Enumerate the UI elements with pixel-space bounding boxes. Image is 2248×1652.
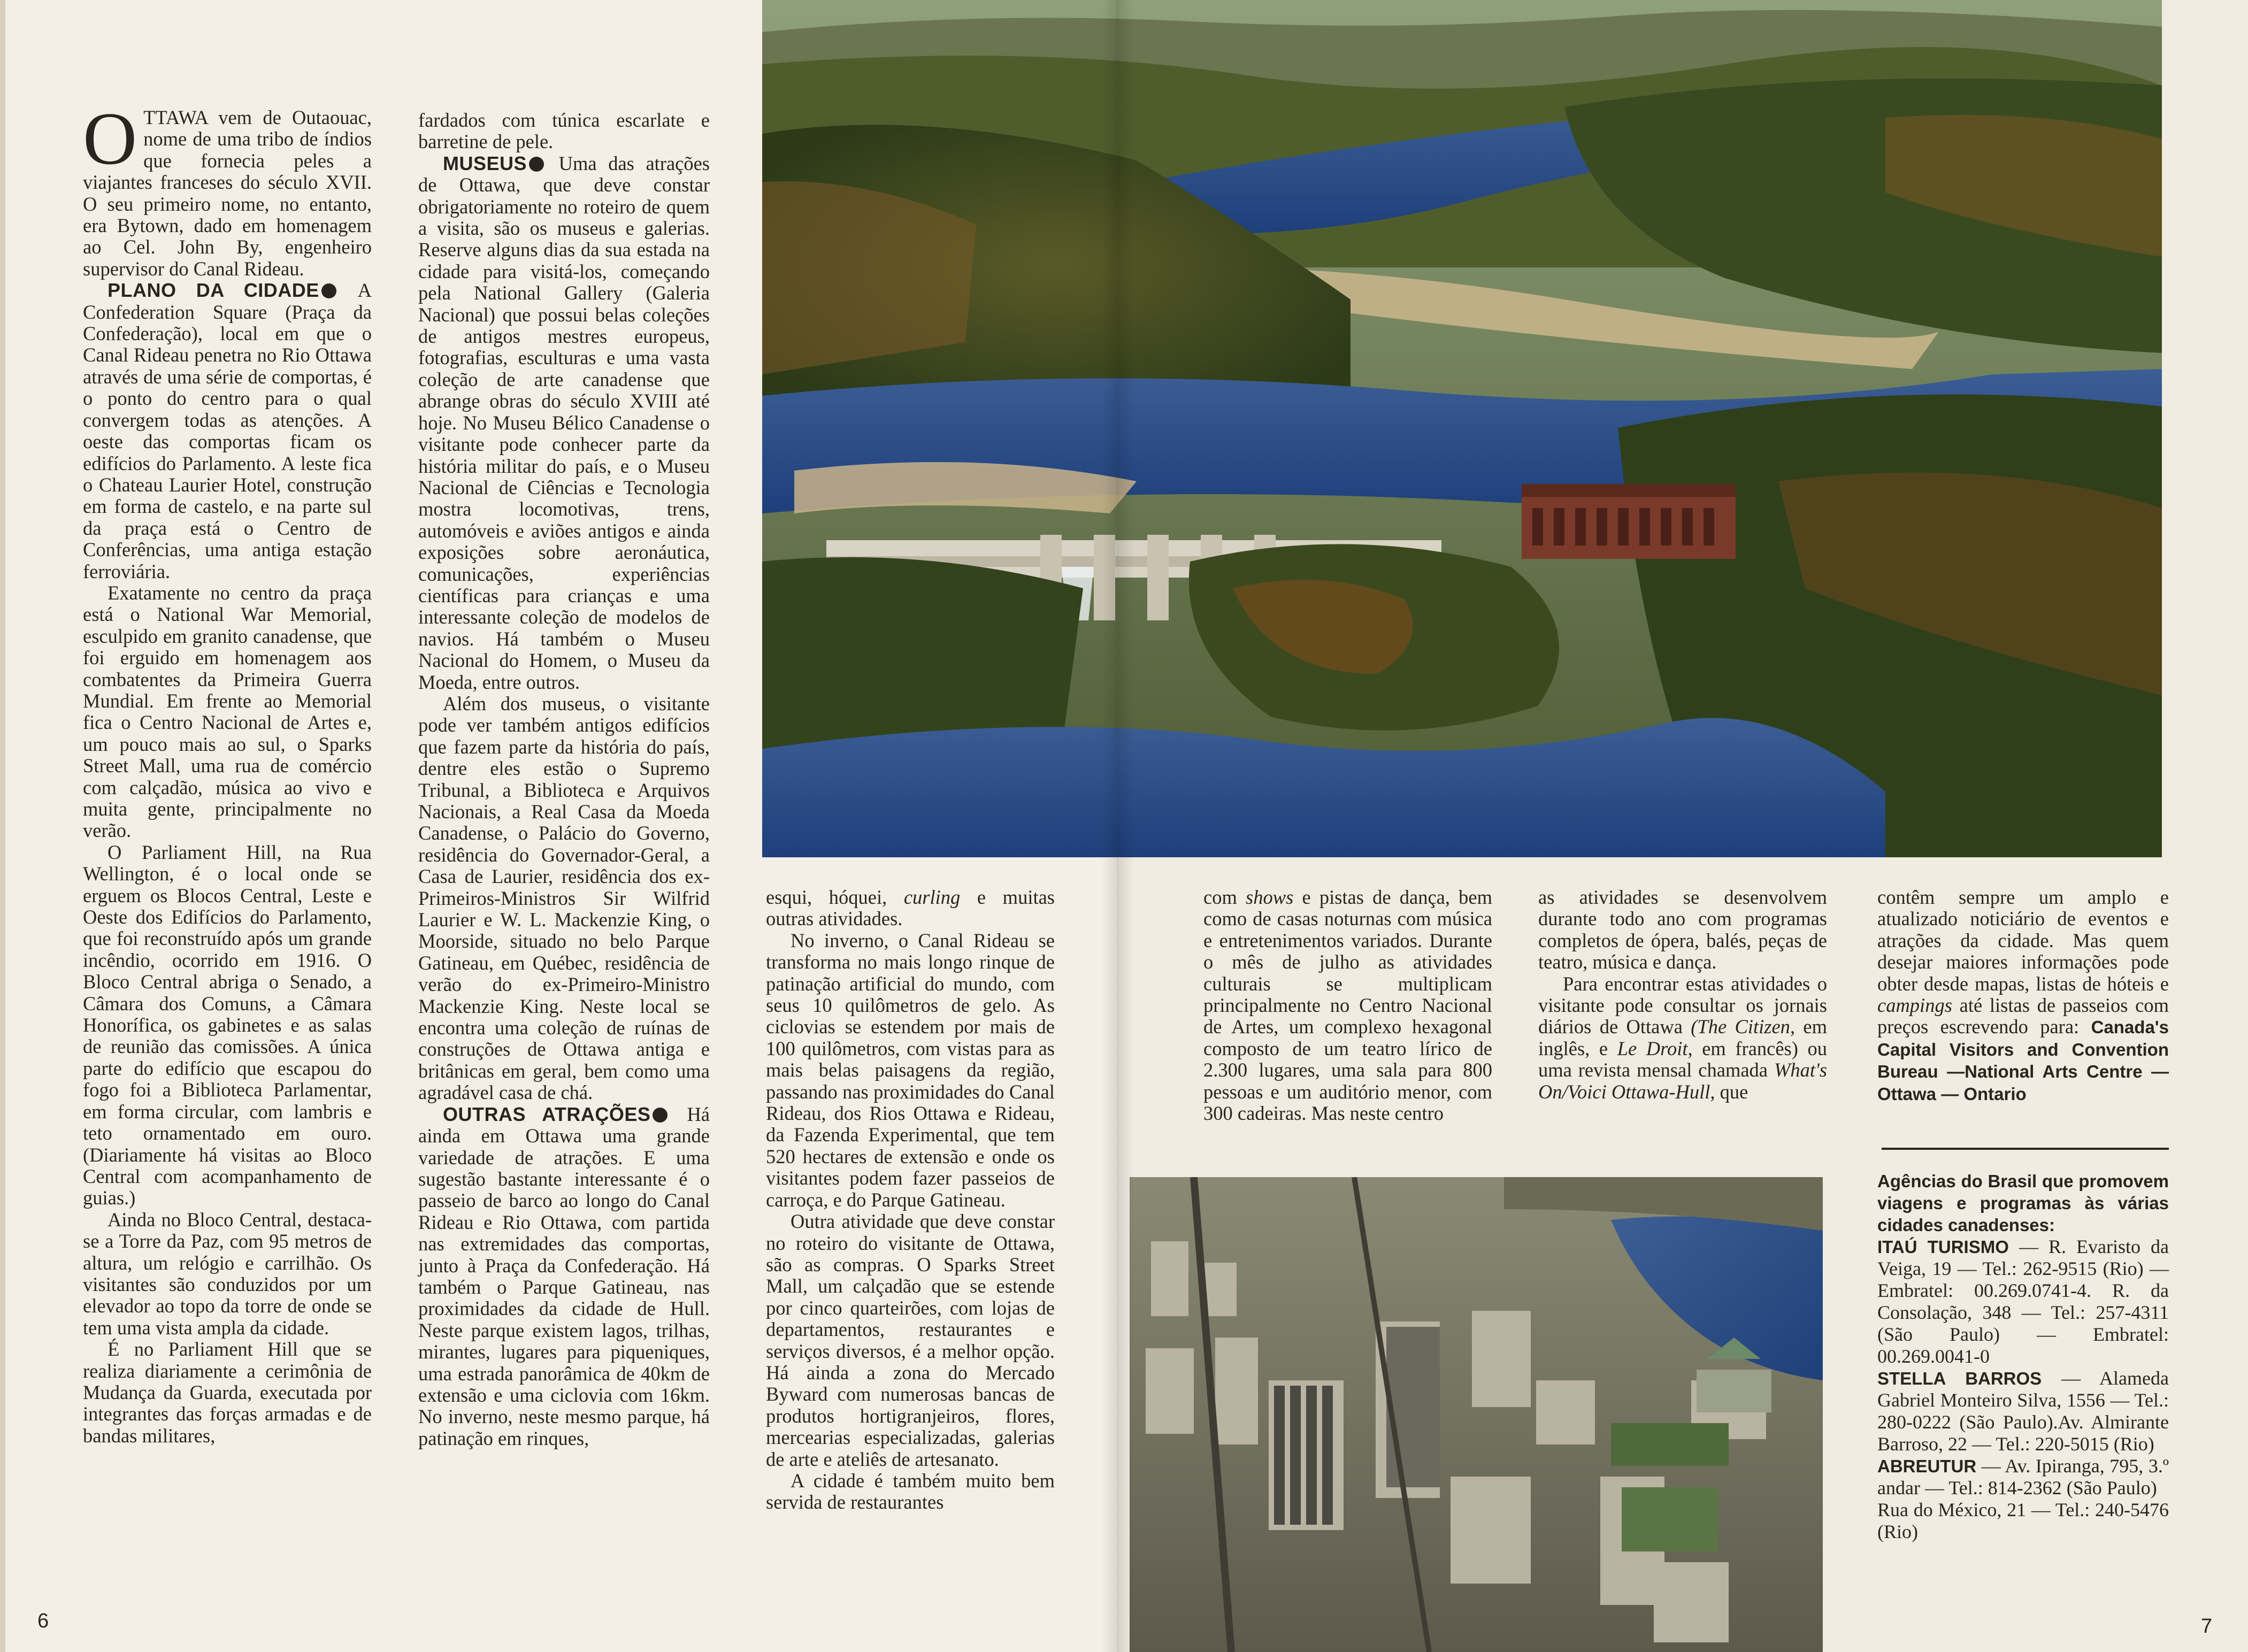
- text-span: e pistas de dança, bem como de casas noturnas com música e entretenimentos variados. Durante o mês de julho as atividades culturais se multiplicam principalmente no Centro Nacional de Artes, um complexo hexagonal composto de um teatro lírico de 2.300 lugares, uma sala para 800 pessoas e um auditório menor, com 300 cadeiras. Mas neste centro: [1203, 886, 1492, 1125]
- paragraph-guarda: É no Parliament Hill que se realiza diariamente a cerimônia de Mudança da Guarda, executada por integrantes das forças armadas e de bandas militares,: [83, 1338, 372, 1447]
- text-span: , em inglês, e: [1538, 1016, 1828, 1059]
- text-span: até listas de passeios com preços escrevendo para:: [1877, 994, 2169, 1038]
- section-heading-outras: OUTRAS ATRAÇÕES: [443, 1103, 651, 1125]
- bullet-icon: [321, 283, 336, 298]
- paragraph-museus: Uma das atrações de Ottawa, que deve constar obrigatoriamente no roteiro de quem a visita, são os museus e galerias. Reserve alguns dias da sua estada na cidade para visitá-los, começando pela National Gallery (Galeria Nacional) que possui belas coleções de antigos mestres europeus, fotografias, esculturas e uma vasta coleção de arte canadense que abrange obras do século XVIII até hoje. No Museu Bélico Canadense o visitante pode conhecer parte da história militar do país, e o Museu Nacional de Ciências e Tecnologia mostra locomotivas, trens, automóveis e aviões antigos e ainda exposições sobre aeronáutica, comunicações, experiências científicas para crianças e uma interessante coleção de modelos de navios. Há também o Museu Nacional do Homem, o Museu da Moeda, entre outros.: [418, 152, 710, 693]
- divider-rule: [1882, 1148, 2169, 1150]
- column-4: [1203, 887, 1492, 1124]
- paragraph-compras: Outra atividade que deve constar no roteiro do visitante de Ottawa, são as compras. O Sparks Street Mall, um calçadão que se estende por cinco quarteirões, com lojas de departamentos, restaurantes e serviços diversos, é a melhor opção. Há ainda a zona do Mercado Byward com numerosas bancas de produtos hortigranjeiros, flores, mercearias especializadas, galerias de arte e ateliês de artesanato.: [766, 1210, 1055, 1470]
- italic-span: (The Citizen: [1691, 1016, 1790, 1038]
- section-heading-plano: PLANO DA CIDADE: [108, 279, 319, 302]
- paragraph-edificios: Além dos museus, o visitante pode ver também antigos edifícios que fazem parte da história do país, dentre eles estão o Supremo Tribunal, a Biblioteca e Arquivos Nacionais, a Real Casa da Moeda Canadense, o Palácio do Governo, residência do Governador-Geral, a Casa de Laurier, residência dos ex-Primeiros-Ministros Sir Wilfrid Laurier e W. L. Mackenzie King, o Moorside, situado no belo Parque Gatineau, em Québec, residência de verão do ex-Primeiro-Ministro Mackenzie King. Neste local se encontra uma coleção de ruínas de construções de Ottawa antiga e britânicas em geral, bem como uma agradável casa de chá.: [418, 692, 710, 1104]
- page-number-right: 7: [2201, 1615, 2213, 1638]
- paragraph-parliament: O Parliament Hill, na Rua Wellington, é o local onde se erguem os Blocos Central, Leste e Oeste dos Edifícios do Parlamento, que foi reconstruído após um grande incêndio, ocorrido em 1916. O Bloco Central abriga o Senado, a Câmara dos Comuns, a Câmara Honorífica, os gabinetes e as salas de reunião das comissões. A única parte do edifício que escapou do fogo foi a Biblioteca Parlamentar, em forma circular, com lambris e teto ornamentado em ouro. (Diariamente há visitas ao Bloco Central com acompanhamento de guias.): [83, 841, 372, 1209]
- page-edge: [0, 0, 5, 1652]
- italic-span: What's On/Voici Ottawa-Hull: [1538, 1059, 1827, 1103]
- agency-name-itau: ITAÚ TURISMO: [1877, 1237, 2009, 1257]
- text-span: , que: [1710, 1080, 1748, 1103]
- bullet-icon: [529, 157, 544, 172]
- section-heading-museus: MUSEUS: [443, 152, 527, 174]
- paragraph-war-memorial: Exatamente no centro da praça está o National War Memorial, esculpido em granito canadense, que foi erguido em homenagem aos combatentes da Primeira Guerra Mundial. Em frente ao Memorial fica o Centro Nacional de Artes e, um pouco mais ao sul, o Sparks Street Mall, uma rua de comércio com calçadão, música ao vivo e muita gente, principalmente no verão.: [83, 581, 372, 842]
- bureau-address: Canada's Capital Visitors and Convention Bureau —National Arts Centre — Ottawa — Ontario: [1877, 1017, 2169, 1104]
- center-gutter: [1102, 0, 1134, 1652]
- agency-text-stella: — Alameda Gabriel Monteiro Silva, 1556 — Tel.: 280-0222 (São Paulo).Av. Almirante Barroso, 22 — Tel.: 220-5015 (Rio): [1877, 1367, 2169, 1455]
- agency-text-abreutur: — Av. Ipiranga, 795, 3.º andar — Tel.: 814-2362 (São Paulo): [1877, 1455, 2169, 1499]
- text-span: contêm sempre um amplo e atualizado noticiário de eventos e atrações da cidade. Mas quem desejar maiores informações pode obter desde mapas, listas de hóteis e: [1877, 886, 2169, 995]
- paragraph-fardados: fardados com túnica escarlate e barretine de pele.: [418, 109, 710, 153]
- agency-text-mexico: Rua do México, 21 — Tel.: 240-5476 (Rio): [1877, 1499, 2169, 1542]
- italic-span: shows: [1246, 886, 1294, 908]
- italic-span: curling: [903, 886, 961, 908]
- agency-text-itau: — R. Evaristo da Veiga, 19 — Tel.: 262-9515 (Rio) — Embratel: 00.269.0741-4. R. da Consolação, 348 — Tel.: 257-4311 (São Paulo) — Embratel: 00.269.0041-0: [1877, 1236, 2169, 1367]
- column-5: [1538, 887, 1827, 1103]
- agencies-heading: Agências do Brasil que promovem viagens e programas às várias cidades canadenses:: [1877, 1171, 2169, 1235]
- bullet-icon: [653, 1108, 668, 1123]
- paragraph-inverno: No inverno, o Canal Rideau se transforma no mais longo rinque de patinação artificial do mundo, com seus 10 quilômetros de gelo. As ciclovias se estendem por mais de 100 quilômetros, com vistas para as mais belas paisagens da região, passando nas proximidades do Canal Rideau, dos Rios Ottawa e Rideau, da Fazenda Experimental, que tem 520 hectares de extensão e onde os visitantes podem fazer passeios de carroça, e do Parque Gatineau.: [766, 929, 1055, 1211]
- paragraph-outras: Há ainda em Ottawa uma grande variedade de atrações. E uma sugestão bastante interessante é o passeio de barco ao longo do Canal Rideau e Rio Ottawa, com partida nas extremidades das comportas, junto à Praça da Confederação. Há também o Parque Gatineau, nas proximidades da cidade de Hull. Neste parque existem lagos, trilhas, mirantes, lugares para piqueniques, uma estrada panorâmica de 40km de extensão e uma ciclovia com 16km. No inverno, neste mesmo parque, há patinação em rinques,: [418, 1103, 710, 1449]
- text-span: esqui, hóquei,: [766, 886, 904, 908]
- text-span: Para encontrar estas atividades o visitante pode consultar os jornais diários de Ottawa: [1538, 972, 1827, 1038]
- drop-cap: O: [83, 97, 137, 180]
- column-3: [766, 887, 1055, 1513]
- agencies-block: [1877, 1170, 2169, 1543]
- paragraph-atividades: as atividades se desenvolvem durante todo ano com programas completos de ópera, balés, peças de teatro, música e dança.: [1538, 886, 1827, 973]
- italic-span: Le Droit: [1617, 1037, 1688, 1059]
- dam-river-photo: [762, 0, 2162, 857]
- paragraph-restaurantes: A cidade é também muito bem servida de restaurantes: [766, 1469, 1055, 1513]
- column-6: [1877, 887, 2169, 1105]
- intro-paragraph: TTAWA vem de Outaouac, nome de uma tribo de índios que fornecia peles a viajantes franceses do século XVII. O seu primeiro nome, no entanto, era Bytown, dado em homenagem ao Cel. John By, engenheiro supervisor do Canal Rideau.: [83, 106, 372, 280]
- paragraph-plano: A Confederation Square (Praça da Confederação), local em que o Canal Rideau penetra no Rio Ottawa através de uma série de comportas, é o ponto do centro para o qual convergem todas as atenções. A oeste das comportas ficam os edifícios do Parlamento. A leste fica o Chateau Laurier Hotel, construção em forma de castelo, e na parte sul da praça está o Centro de Conferências, uma antiga estação ferroviária.: [83, 279, 372, 582]
- page-number-left: 6: [37, 1610, 49, 1632]
- column-2: [418, 110, 710, 1449]
- text-span: com: [1203, 886, 1246, 908]
- italic-span: campings: [1877, 994, 1952, 1017]
- ottawa-city-photo: [1130, 1177, 1823, 1652]
- agency-name-stella: STELLA BARROS: [1877, 1369, 2042, 1388]
- column-1: [83, 97, 372, 1447]
- agency-name-abreutur: ABREUTUR: [1877, 1456, 1977, 1476]
- text-span: e muitas outras atividades.: [766, 886, 1055, 930]
- text-span: , em francês) ou uma revista mensal chamada: [1538, 1037, 1827, 1081]
- paragraph-torre: Ainda no Bloco Central, destaca-se a Torre da Paz, com 95 metros de altura, um relógio e carrilhão. Os visitantes são conduzidos por um elevador ao topo da torre de onde se tem uma vista ampla da cidade.: [83, 1208, 372, 1339]
